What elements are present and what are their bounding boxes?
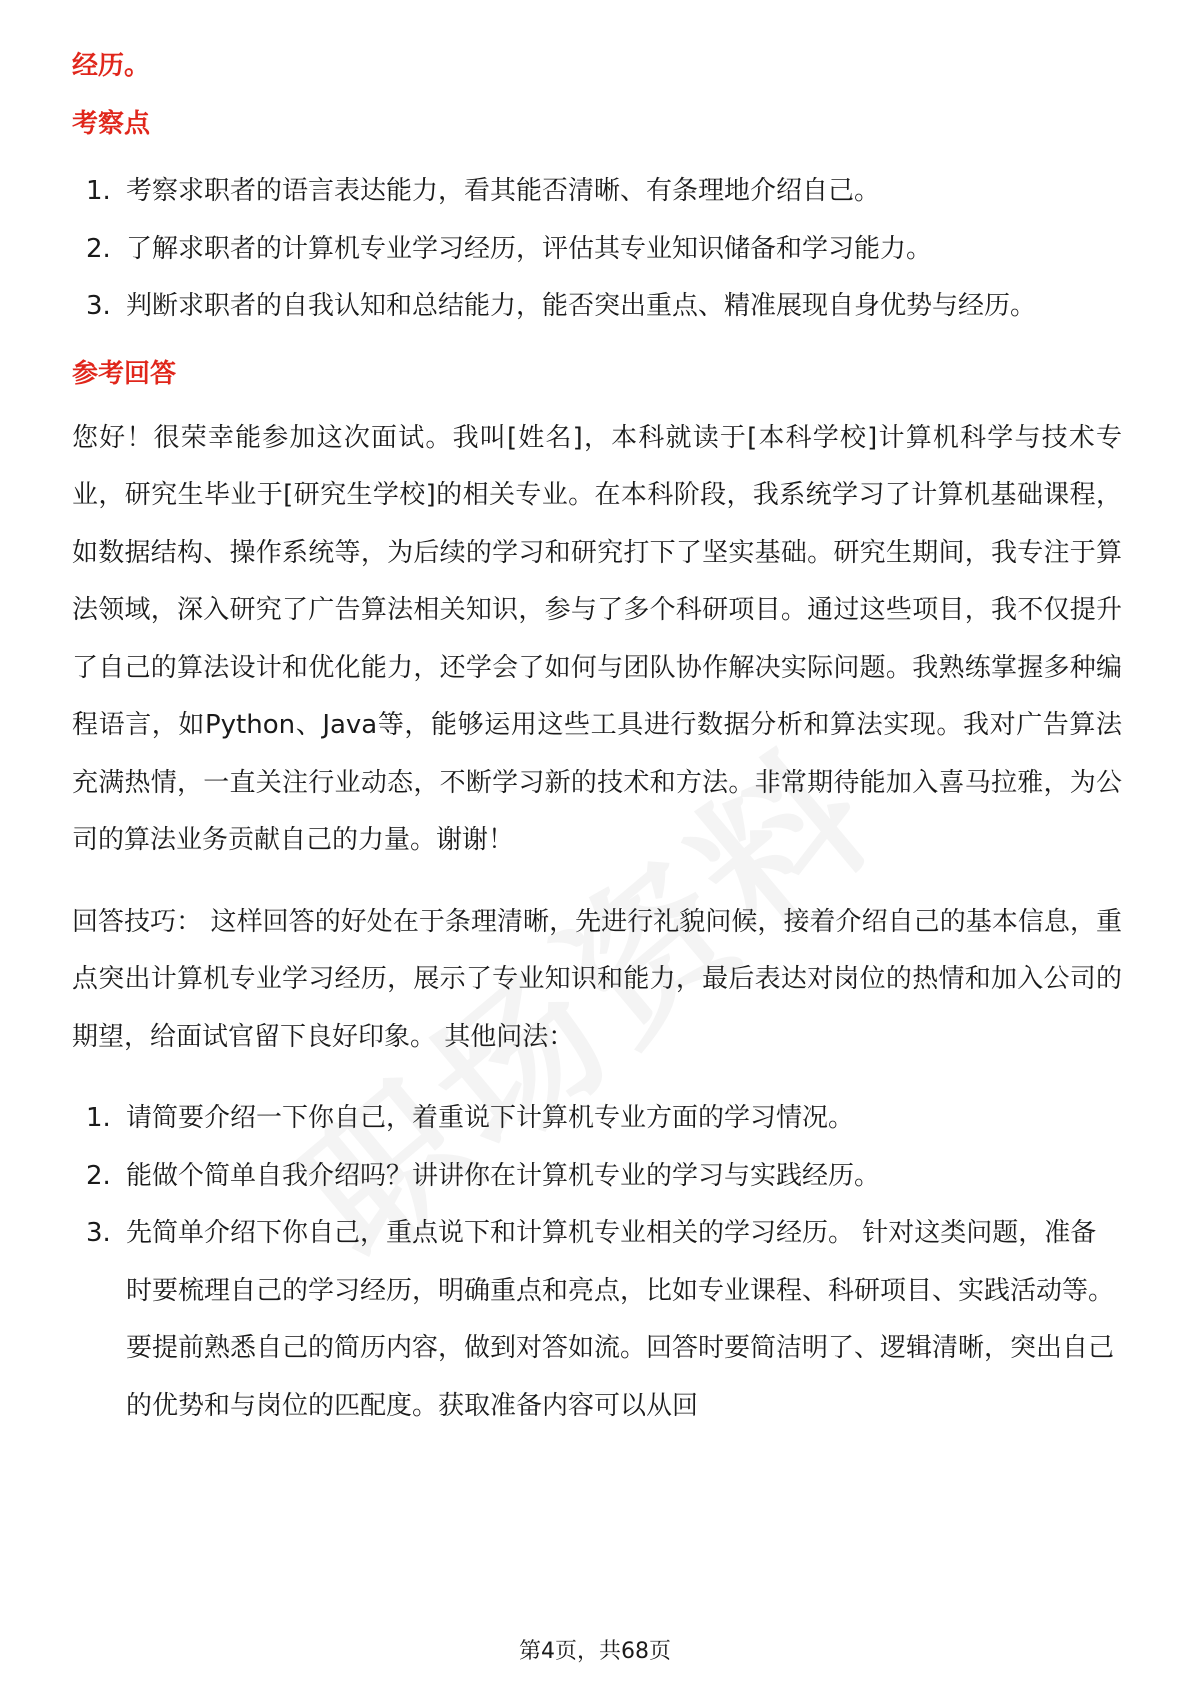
list-number: 1. — [86, 176, 111, 206]
section-title-answer: 参考回答 — [72, 358, 177, 389]
list-number: 3. — [86, 291, 111, 321]
list-number: 2. — [86, 1160, 111, 1191]
list-number: 3. — [86, 1218, 111, 1248]
list-item — [72, 221, 1122, 279]
list-item — [72, 1205, 1122, 1435]
tips-paragraph: 回答技巧： 这样回答的好处在于条理清晰，先进行礼貌问候，接着介绍自己的基本信息，重点突出计算机专业学习经历，展示了专业知识和能力，最后表达对岗位的热情和加入公司的期望，给面试官留下良好印象。 其他问法： — [72, 906, 1122, 1052]
list-text: 了解求职者的计算机专业学习经历，评估其专业知识储备和学习能力。 — [126, 233, 933, 264]
list-text: 判断求职者的自我认知和总结能力，能否突出重点、精准展现自身优势与经历。 — [126, 291, 1037, 321]
list-item — [72, 163, 1122, 221]
answer-paragraph: 您好！很荣幸能参加这次面试。我叫[姓名]，本科就读于[本科学校]计算机科学与技术专业，研究生毕业于[研究生学校]的相关专业。在本科阶段，我系统学习了计算机基础课程，如数据结构、操作系统等，为后续的学习和研究打下了坚实基础。研究生期间，我专注于算法领域，深入研究了广告算法相关知识，参与了多个科研项目。通过这些项目，我不仅提升了自己的算法设计和优化能力，还学会了如何与团队协作解决实际问题。我熟练掌握多种编程语言，如Python、Java等，能够运用这些工具进行数据分析和算法实现。我对广告算法充满热情，一直关注行业动态，不断学习新的技术和方法。非常期待能加入喜马拉雅，为公司的算法业务贡献自己的力量。谢谢！ — [72, 422, 1122, 855]
list-item — [72, 1148, 1122, 1206]
list-text: 请简要介绍一下你自己，着重说下计算机专业方面的学习情况。 — [126, 1103, 855, 1133]
content — [72, 40, 1122, 1435]
other-questions-list — [72, 1090, 1122, 1435]
page-footer: 第4页，共68页 — [519, 1639, 671, 1664]
list-text: 能做个简单自我介绍吗？讲讲你在计算机专业的学习与实践经历。 — [126, 1160, 881, 1191]
list-item — [72, 1090, 1122, 1148]
list-text: 考察求职者的语言表达能力，看其能否清晰、有条理地介绍自己。 — [126, 176, 881, 206]
points-list — [72, 163, 1122, 336]
list-item — [72, 278, 1122, 336]
list-number: 2. — [86, 233, 111, 264]
list-number: 1. — [86, 1103, 111, 1133]
section-title-points: 考察点 — [72, 109, 151, 139]
list-text: 先简单介绍下你自己，重点说下和计算机专业相关的学习经历。 针对这类问题，准备时要梳理自己的学习经历，明确重点和亮点，比如专业课程、科研项目、实践活动等。要提前熟悉自己的简历内容，做到对答如流。回答时要简洁明了、逻辑清晰，突出自己的优势和与岗位的匹配度。获取准备内容可以从回 — [126, 1218, 1115, 1421]
top-fragment: 经历。 — [72, 51, 151, 81]
